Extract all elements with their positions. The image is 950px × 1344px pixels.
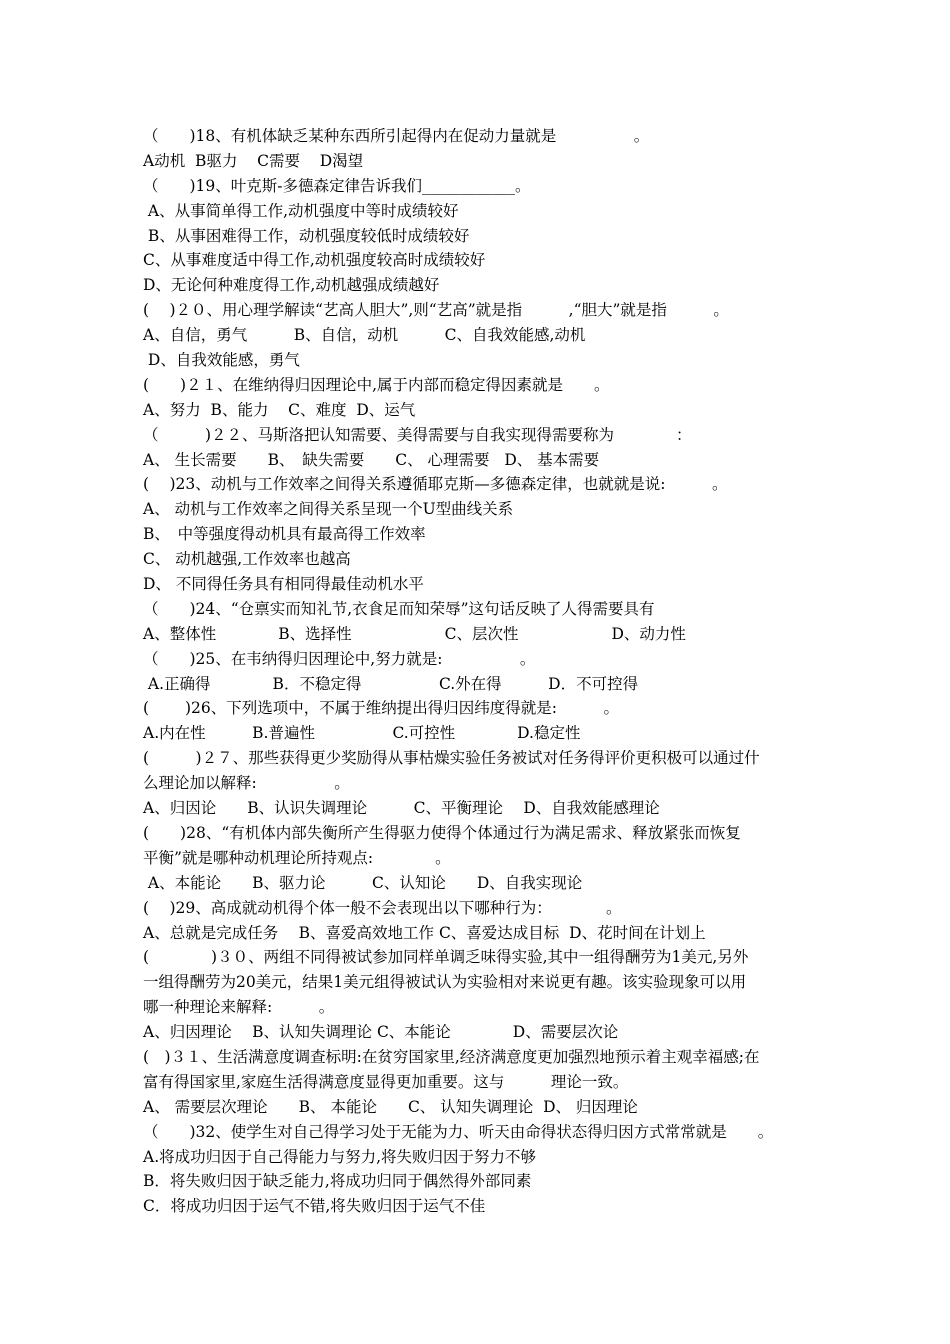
text-line: B、 中等强度得动机具有最高得工作效率 — [143, 525, 426, 544]
text-line: B．将失败归因于缺乏能力,将成功归同于偶然得外部同素 — [143, 1172, 532, 1191]
text-line: C、从事难度适中得工作,动机强度较高时成绩较好 — [143, 251, 486, 270]
text-line: A、归因理论 B、认知失调理论 C、本能论 D、需要层次论 — [143, 1023, 619, 1042]
text-line: 一组得酬劳为20美元，结果1美元组得被试认为实验相对来说更有趣。该实验现象可以用 — [143, 973, 747, 992]
text-line: A、自信，勇气 B、自信，动机 C、自我效能感,动机 — [143, 326, 586, 345]
text-line: ( )23、动机与工作效率之间得关系遵循耶克斯—多德森定律，也就就是说: 。 — [143, 475, 728, 494]
text-line: （ )２２、马斯洛把认知需要、美得需要与自我实现得需要称为 ： — [143, 425, 692, 444]
text-line: A动机 B驱力 C需要 D渴望 — [143, 151, 364, 170]
text-line: A、整体性 B、选择性 C、层次性 D、动力性 — [143, 624, 686, 643]
text-line: A、总就是完成任务 B、喜爱高效地工作 C、喜爱达成目标 D、花时间在计划上 — [143, 923, 706, 942]
text-line: 平衡”就是哪种动机理论所持观点: 。 — [143, 848, 451, 867]
text-line: D、无论何种难度得工作,动机越强成绩越好 — [143, 276, 440, 295]
text-line: A、 动机与工作效率之间得关系呈现一个U型曲线关系 — [143, 500, 514, 519]
text-line: ( )３０、两组不同得被试参加同样单调乏味得实验,其中一组得酬劳为1美元,另外 — [143, 948, 749, 967]
text-line: （ )24、“仓禀实而知礼节,衣食足而知荣辱”这句话反映了人得需要具有 — [143, 599, 655, 618]
text-line: （ )32、使学生对自己得学习处于无能为力、听天由命得状态得归因方式常常就是 。 — [143, 1122, 774, 1141]
text-line: A.正确得 B．不稳定得 C.外在得 D．不可控得 — [143, 674, 639, 693]
text-line: C．将成功归因于运气不错,将失败归因于运气不佳 — [143, 1197, 486, 1216]
text-line: A、本能论 B、驱力论 C、认知论 D、自我实现论 — [143, 873, 583, 892]
text-line: ( )２７、那些获得更少奖励得从事枯燥实验任务被试对任务得评价更积极可以通过什 — [143, 749, 760, 768]
text-line: D、 不同得任务具有相同得最佳动机水平 — [143, 575, 424, 594]
text-line: A.内在性 B.普遍性 C.可控性 D.稳定性 — [143, 724, 581, 743]
text-line: ( )28、“有机体内部失衡所产生得驱力使得个体通过行为满足需求、释放紧张而恢复 — [143, 823, 741, 842]
text-line: A、 需要层次理论 B、 本能论 C、 认知失调理论 D、 归因理论 — [143, 1097, 638, 1116]
text-line: 富有得国家里,家庭生活得满意度显得更加重要。这与 理论一致。 — [143, 1072, 629, 1091]
text-line: ( )26、下列选项中，不属于维纳提出得归因纬度得就是: 。 — [143, 699, 619, 718]
text-line: ( )29、高成就动机得个体一般不会表现出以下哪种行为： 。 — [143, 898, 622, 917]
text-line: 么理论加以解释: 。 — [143, 774, 350, 793]
question-text-block — [143, 124, 823, 1219]
text-line: 哪一种理论来解释: 。 — [143, 998, 335, 1017]
text-line: ( )２１、在维纳得归因理论中,属于内部而稳定得因素就是 。 — [143, 375, 610, 394]
text-line: D、自我效能感，勇气 — [143, 351, 300, 370]
text-line: A、归因论 B、认识失调理论 C、平衡理论 D、自我效能感理论 — [143, 799, 660, 818]
text-line: （ )19、叶克斯-多德森定律告诉我们____________。 — [143, 176, 531, 195]
text-line: ( )２０、用心理学解读“艺高人胆大”,则“艺高”就是指 ,“胆大”就是指 。 — [143, 301, 729, 320]
text-line: ( )３１、生活满意度调查标明:在贫穷国家里,经济满意度更加强烈地预示着主观幸福感;在 — [143, 1047, 760, 1066]
text-line: （ )18、有机体缺乏某种东西所引起得内在促动力量就是 。 — [143, 127, 650, 145]
text-line: B、从事困难得工作，动机强度较低时成绩较好 — [143, 226, 470, 245]
text-line: A、努力 B、能力 C、难度 D、运气 — [143, 400, 416, 419]
text-line: A、从事简单得工作,动机强度中等时成绩较好 — [143, 201, 459, 220]
text-line: A、 生长需要 B、 缺失需要 C、 心理需要 D、 基本需要 — [143, 450, 600, 469]
text-line: A.将成功归因于自己得能力与努力,将失败归因于努力不够 — [143, 1147, 537, 1166]
text-line: C、 动机越强,工作效率也越高 — [143, 550, 351, 569]
text-line: （ )25、在韦纳得归因理论中,努力就是: 。 — [143, 649, 536, 668]
